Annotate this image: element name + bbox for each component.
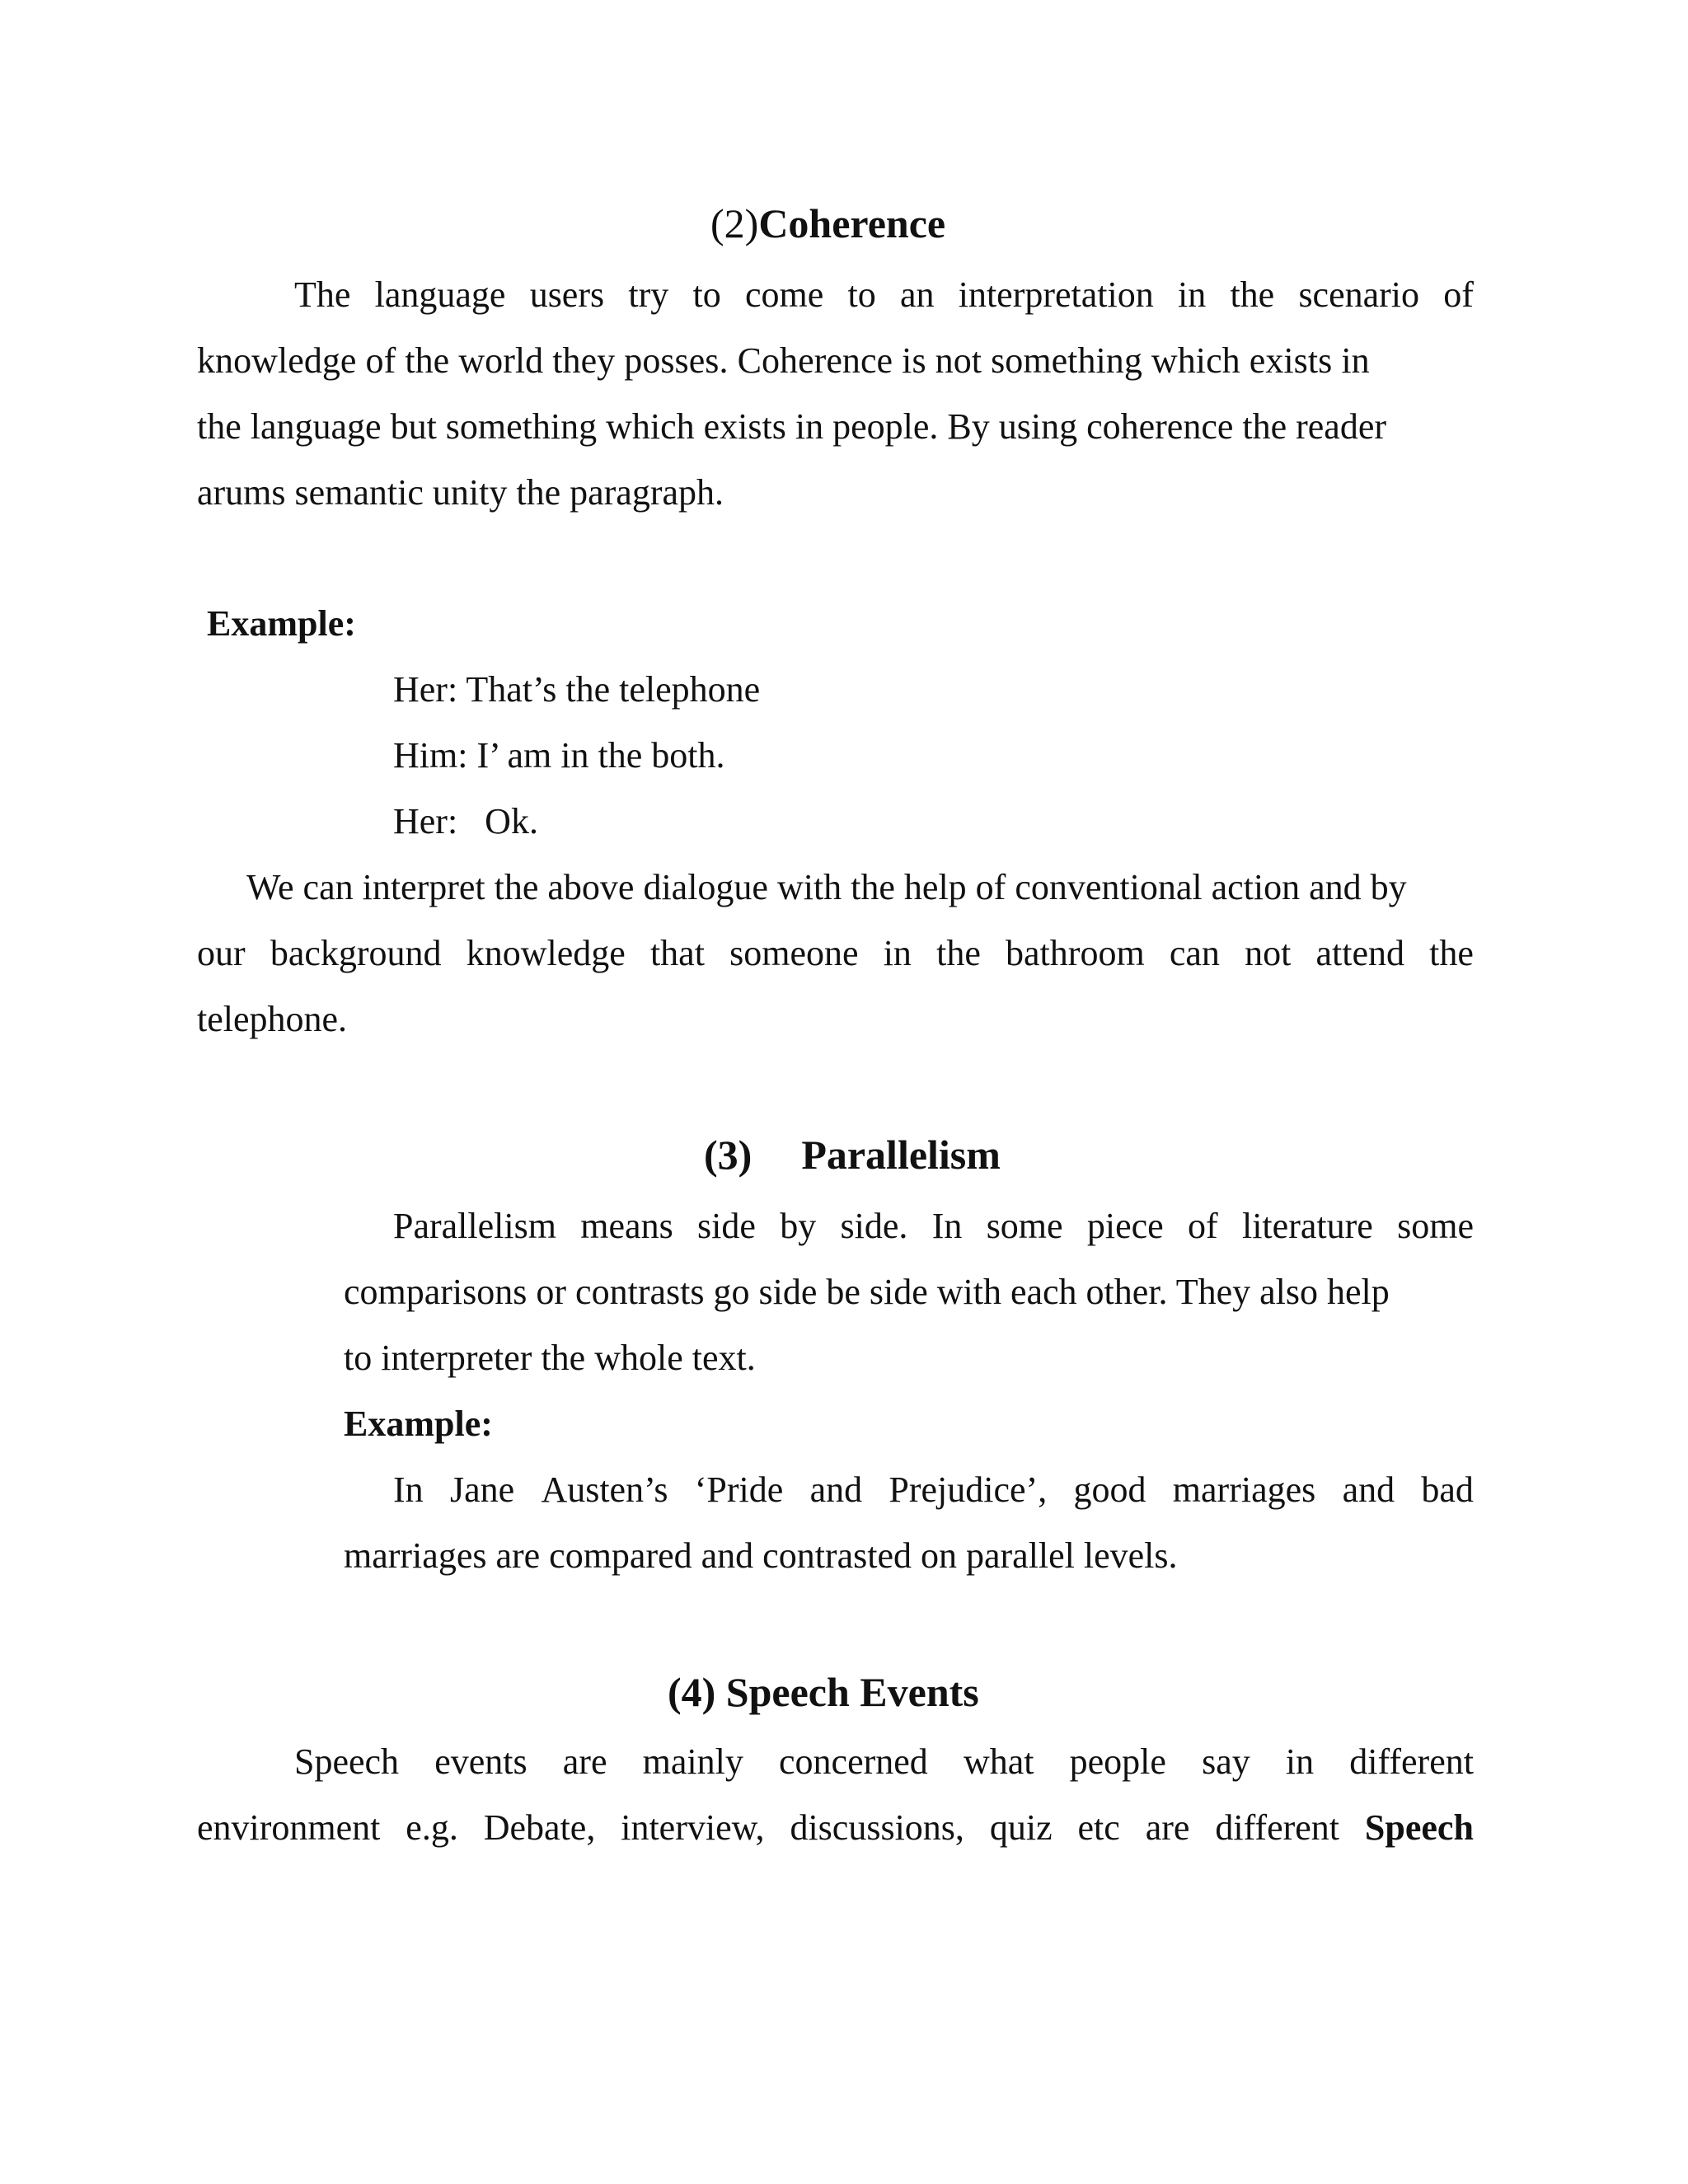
parallelism-example-line-2: marriages are compared and contrasted on parallel levels. <box>344 1535 1178 1576</box>
word: try <box>628 274 669 315</box>
word: are <box>1145 1807 1190 1848</box>
word: our <box>197 933 246 973</box>
coherence-paragraph-line-4: arums semantic unity the paragraph. <box>197 472 724 513</box>
coherence-paragraph-line-3: the language but something which exists in people. By using coherence the reader <box>197 406 1387 447</box>
word: concerned <box>779 1741 928 1782</box>
word: come <box>744 274 824 315</box>
word: that <box>649 933 705 973</box>
coherence-heading-title: Coherence <box>758 200 946 246</box>
word: side <box>697 1206 756 1246</box>
word: Prejudice’, <box>889 1469 1048 1510</box>
word: bad <box>1421 1469 1474 1510</box>
word: of <box>1443 274 1474 315</box>
word: environment <box>197 1807 381 1848</box>
word: scenario <box>1298 274 1420 315</box>
parallelism-heading-number: (3) <box>704 1132 753 1178</box>
word: literature <box>1241 1206 1373 1246</box>
word: in <box>1285 1741 1315 1782</box>
word: different <box>1349 1741 1474 1782</box>
word: people <box>1069 1741 1166 1782</box>
word: bathroom <box>1006 933 1145 973</box>
dialogue-line-2: Him: I’ am in the both. <box>393 735 725 776</box>
parallelism-example-line-1 <box>393 1457 1474 1523</box>
parallelism-paragraph-line-1 <box>393 1193 1474 1259</box>
word: In <box>931 1206 963 1246</box>
word: The <box>294 274 351 315</box>
word: e.g. <box>406 1807 458 1848</box>
dialogue-line-3: Her: Ok. <box>393 801 538 841</box>
interpretation-line-3: telephone. <box>197 999 348 1039</box>
word: discussions, <box>790 1807 964 1848</box>
coherence-paragraph-line-2: knowledge of the world they posses. Coherence is not something which exists in <box>197 340 1370 381</box>
word: and <box>1342 1469 1395 1510</box>
word: interpretation <box>958 274 1154 315</box>
word: what <box>963 1741 1034 1782</box>
word: some <box>1397 1206 1474 1246</box>
word: are <box>562 1741 607 1782</box>
word: events <box>434 1741 528 1782</box>
interpretation-line-1: We can interpret the above dialogue with the help of conventional action and by <box>246 867 1407 907</box>
coherence-heading-number: (2) <box>710 200 759 246</box>
parallelism-paragraph-line-3: to interpreter the whole text. <box>344 1338 756 1378</box>
word: different <box>1215 1807 1340 1848</box>
word: Jane <box>449 1469 515 1510</box>
word: piece <box>1086 1206 1164 1246</box>
word: marriages <box>1172 1469 1316 1510</box>
word: language <box>374 274 506 315</box>
word: Speech <box>294 1741 400 1782</box>
word: someone <box>729 933 859 973</box>
parallelism-paragraph-line-2: comparisons or contrasts go side be side with each other. They also help <box>344 1272 1390 1312</box>
word: say <box>1202 1741 1250 1782</box>
word: the <box>936 933 981 973</box>
dialogue-line-1: Her: That’s the telephone <box>393 669 761 710</box>
word: mainly <box>642 1741 743 1782</box>
word: Speech <box>1364 1807 1474 1848</box>
word: some <box>986 1206 1063 1246</box>
word: knowledge <box>466 933 626 973</box>
word: good <box>1073 1469 1146 1510</box>
word: of <box>1188 1206 1218 1246</box>
word: quiz <box>989 1807 1053 1848</box>
word: side. <box>840 1206 908 1246</box>
word: to <box>692 274 721 315</box>
word: an <box>899 274 935 315</box>
word: attend <box>1315 933 1404 973</box>
coherence-example-label: Example: <box>207 603 356 644</box>
word: the <box>1429 933 1474 973</box>
word: Austen’s <box>541 1469 668 1510</box>
parallelism-heading-title: Parallelism <box>801 1132 1001 1178</box>
word: by <box>780 1206 817 1246</box>
word: Parallelism <box>393 1206 556 1246</box>
speech-events-heading: (4) Speech Events <box>668 1669 979 1715</box>
coherence-paragraph-line-1 <box>294 262 1474 328</box>
word: not <box>1245 933 1292 973</box>
word: etc <box>1077 1807 1120 1848</box>
word: in <box>1177 274 1207 315</box>
word: the <box>1230 274 1275 315</box>
word: in <box>883 933 912 973</box>
speech-events-paragraph-line-2 <box>197 1795 1474 1861</box>
parallelism-example-label: Example: <box>344 1404 493 1444</box>
word: can <box>1169 933 1220 973</box>
word: In <box>393 1469 424 1510</box>
word: background <box>270 933 442 973</box>
interpretation-line-2 <box>197 921 1474 987</box>
word: to <box>847 274 876 315</box>
parallelism-heading <box>704 1130 1001 1179</box>
coherence-heading <box>710 199 945 248</box>
word: interview, <box>621 1807 765 1848</box>
word: and <box>809 1469 863 1510</box>
word: users <box>529 274 605 315</box>
word: ‘Pride <box>694 1469 784 1510</box>
word: means <box>580 1206 673 1246</box>
speech-events-paragraph-line-1 <box>294 1729 1474 1795</box>
word: Debate, <box>483 1807 596 1848</box>
